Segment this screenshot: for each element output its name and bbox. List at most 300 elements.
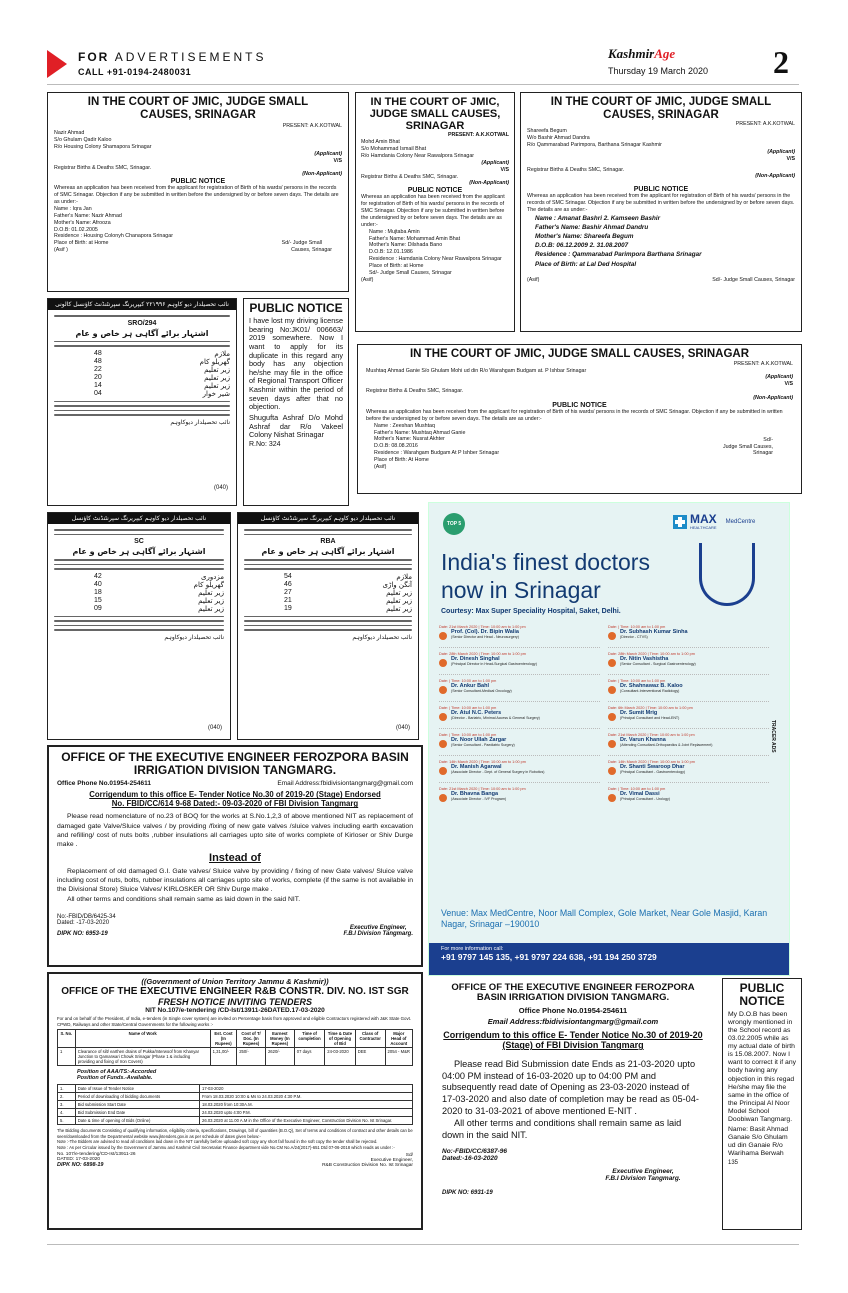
corrigendum-line-1: Corrigendum to this office E- Tender Notice No.30 of 2019-20 (Stage) Endorsed	[89, 790, 381, 800]
max-logo	[673, 513, 755, 530]
urdu-row	[54, 366, 230, 374]
urdu-sro: SRO/294	[127, 319, 157, 327]
doctor-card	[439, 706, 600, 729]
dipk-number: DIPK NO: 6931-19	[442, 1190, 493, 1197]
doctor-date: Date: | Time: 10:00 am to 1:00 pm	[608, 787, 666, 791]
header-for-label	[78, 50, 267, 64]
contact-bar	[429, 943, 789, 975]
sched-item: Bid submission Start Date	[75, 1101, 199, 1109]
occupation: گھریلو کام	[193, 580, 224, 589]
doctor-date: Date: | Time: 10:00 am to 1:00 pm	[439, 733, 497, 737]
rnb-dipk: DIPK NO: 6898-19	[57, 1162, 104, 1169]
ads-word: ADVERTISEMENTS	[114, 50, 267, 64]
corrigendum-body: Please read nomenclature of no.23 of BOQ for the works at S.No.1,2,3 of above mentioned NIT as replacement of damaged gate Valve/Sluice valves / by providing /fixing of new gate valves /sluice valves including earth excavation and refilling/ cost of nuts bolts ,rubber insulations all carriages upto site of works complete of Kirloser or Shiv Durge make .	[57, 813, 413, 848]
col-class: Class of Contractor	[355, 1030, 385, 1048]
asif-label: (Asif )	[54, 247, 68, 254]
age: 42	[94, 572, 102, 580]
doctor-name: Dr. Subhash Kumar Sinha	[620, 629, 688, 635]
urdu-row	[54, 390, 230, 398]
urdu-ref: (040)	[207, 725, 222, 731]
doctor-role: (Principal Consultant and Head-ENT)	[620, 716, 680, 720]
sched-value: 26.03.2020 at 11.00 A.M in the Office of the Executive Engineer, Construction Division No. Ist Srinagar.	[200, 1117, 413, 1125]
ref-number: No:-FBID/DB/6425-34	[57, 913, 116, 920]
sched-value: 17-03-2020	[200, 1085, 413, 1093]
tender-row	[58, 1048, 413, 1066]
paper-name-kashmir: Kashmir	[608, 46, 655, 61]
doctor-avatar	[439, 713, 447, 721]
notice-title: IN THE COURT OF JMIC, JUDGE SMALL CAUSES, SRINAGAR	[550, 96, 772, 121]
doctor-card	[608, 679, 769, 702]
doctor-role: (Attending Consultant-Orthopaedics & Joint Replacement)	[620, 743, 713, 747]
sched-item: Bid Submission End Date	[75, 1109, 199, 1117]
sign-line-1: Sd/- Judge Small	[281, 240, 322, 247]
respondent: Registrar Births & Deaths SMC, Srinagar.	[366, 388, 464, 395]
doctor-card	[608, 733, 769, 756]
sched-item: Date of Issue of Tender Notice	[75, 1085, 199, 1093]
doctor-role: (Associate Director - Dept. of General Surgery in Robotics)	[451, 770, 545, 774]
irrigation-corrigendum-1	[47, 745, 423, 967]
doctor-name: Dr. Manish Agarwal	[451, 764, 502, 770]
doctor-avatar	[608, 659, 616, 667]
header-call: CALL +91-0194-2480031	[78, 67, 192, 77]
rnb-tender-notice	[47, 972, 423, 1230]
doctor-card	[439, 733, 600, 756]
asif-sign-row	[54, 247, 342, 254]
sign-1: Sd/-	[763, 436, 773, 443]
office-phone: Office Phone No.01954-254611	[57, 780, 151, 788]
detail-name: Name : Amanat Bashri 2. Kamseen Bashir	[535, 214, 661, 222]
ad-venue: Venue: Max MedCentre, Noor Mall Complex, Gole Market, Near Gole Masjid, Karan Nagar, Srinagar –190010	[441, 908, 768, 929]
sign-line-2: F.B.I Division Tangmarg.	[605, 1175, 681, 1183]
info-label: For more information call:	[441, 946, 504, 952]
urdu-rows	[54, 350, 230, 398]
doctor-date: Date: 14th March 2020 | Time: 10:00 am to 1:00 pm	[608, 760, 695, 764]
doctor-name: Dr. Sumit Mrig	[620, 710, 658, 716]
detail-father: Father's Name: Bashir Ahmad Dandru	[535, 224, 649, 232]
urdu-footer: نائب تحصیلدار دیوکاوہم	[164, 633, 224, 641]
doctor-role: (Director - Bariatric, Minimal Access & General Surgery)	[451, 716, 540, 720]
age: 04	[94, 389, 102, 397]
applicant-tag: (Applicant)	[767, 148, 795, 155]
age: 40	[94, 580, 102, 588]
sched-no: 4.	[58, 1109, 76, 1117]
urdu-rows	[244, 573, 412, 613]
rnb-title: OFFICE OF THE EXECUTIVE ENGINEER R&B CONSTR. DIV. NO. IST SGR	[61, 986, 409, 997]
age: 20	[94, 373, 102, 381]
dob-public-notice	[722, 978, 802, 1230]
applicant-parent: S/o Ghulam Qadir Kaloo	[54, 137, 112, 144]
notice-title: IN THE COURT OF JMIC, JUDGE SMALL CAUSES, SRINAGAR	[87, 96, 309, 121]
age: 09	[94, 604, 102, 612]
notice-body: Whereas an application has been received from the applicant for registration of Birth of his wards/ persons in the records of SMC Srinagar. Objection if any be submitted in written before the undersigned by or before seven days. The details are as under:-	[54, 185, 339, 206]
max-healthcare-ad	[428, 502, 790, 976]
sign-3: Srinagar	[752, 450, 773, 457]
urdu-sub: SC	[134, 538, 144, 545]
detail-name: Name : Iqra Jan	[54, 205, 92, 212]
age: 18	[94, 588, 102, 596]
details	[527, 214, 795, 269]
urdu-title-bar: نائب تحصیلدار دیو کاوہم ۲۲۱۹۹۶ کیپریرنگ سپرنٹنڈنٹ کاؤنسل کالونی	[48, 299, 236, 310]
for-word: FOR	[78, 50, 110, 64]
urdu-notice-1	[47, 298, 237, 506]
office-phone: Office Phone No.01954-254611	[518, 1005, 628, 1015]
col-sno: S. No.	[58, 1030, 76, 1048]
ref-number: No:-FBID/CC/6387-96	[442, 1148, 508, 1156]
detail-mother: Mother's Name: Dilshada Bano	[369, 242, 443, 249]
sched-no: 2.	[58, 1093, 76, 1101]
detail-residence: Residence : Warahgam Budgam At P Ishber Srinagar	[374, 450, 500, 457]
paper-name-age: Age	[654, 46, 676, 61]
urdu-ref: (040)	[213, 485, 228, 491]
detail-name: Name : Zeeshan Mushtaq	[374, 422, 435, 429]
col-doc: Cost of T/ Doc. (In Rupees)	[237, 1030, 266, 1048]
court-notice-1	[47, 92, 349, 292]
notice-body: Whereas an application has been received from the applicant for registration of Birth of his wards/ persons in the records of SMC Srinagar. Objection if any be submitted in written before the undersigned by or before seven days. The details are as under:-	[366, 408, 783, 422]
footer-rule	[47, 1244, 799, 1245]
doctor-card	[439, 679, 600, 702]
col-emd: Earnest Money (In Rupees)	[265, 1030, 294, 1048]
detail-name: Name : Mujtaba Amin	[369, 228, 420, 235]
sign-line-2: F.B.I Division Tangmarg.	[343, 930, 413, 937]
cell-emd: 2620/-	[265, 1048, 294, 1066]
urdu-rows	[54, 573, 224, 613]
occupation: زیر تعلیم	[386, 596, 412, 605]
doctor-avatar	[439, 659, 447, 667]
doctor-name: Dr. Bhavna Banga	[451, 791, 499, 797]
public-notice-heading: PUBLIC NOTICE	[407, 187, 463, 195]
urdu-notice-2	[47, 512, 231, 740]
schedule-row	[58, 1085, 413, 1093]
detail-father: Father's Name: Nazir Ahmad	[54, 212, 122, 219]
rnb-sign-3: R&B Construction Division No. Ist Srinagar	[322, 1163, 413, 1169]
doctor-date: Date: 28th March 2020 | Time: 10:00 am to 1:00 pm	[608, 652, 695, 656]
col-cost: Est. Cost (In Rupees)	[210, 1030, 237, 1048]
corrigendum-body-2: All other terms and conditions shall remain same as laid down in the said NIT.	[442, 1118, 682, 1141]
schedule-row	[58, 1109, 413, 1117]
occupation: آنگن واڑی	[382, 580, 412, 589]
cell-class: DEE	[355, 1048, 385, 1066]
urdu-row	[244, 589, 412, 597]
non-applicant-tag: (Non-Applicant)	[755, 173, 795, 180]
applicant-block	[527, 128, 795, 149]
doctor-date: Date: | Time: 10:00 am to 1:00 pm	[608, 625, 666, 629]
vs-tag: V/S	[333, 157, 342, 164]
vs-tag: V/S	[784, 381, 793, 388]
details	[54, 206, 342, 240]
urdu-row	[54, 589, 224, 597]
details	[361, 229, 509, 277]
public-notice-heading: PUBLIC NOTICE	[633, 186, 689, 194]
rnb-sign-2: Executive Engineer,	[370, 1158, 413, 1164]
instead-of: Instead of	[209, 852, 261, 865]
urdu-footer: نائب تحصیلدار دیوکاوہم	[352, 633, 412, 641]
doctor-avatar	[439, 794, 447, 802]
detail-residence: Residence : Qammarabad Parimpora Barthana Srinagar	[535, 251, 702, 259]
col-head: Major Head of Account	[385, 1030, 412, 1048]
doctor-role: (Principal Consultant - Gastroenterology)	[620, 770, 686, 774]
notice-title: IN THE COURT OF JMIC, JUDGE SMALL CAUSES, SRINAGAR	[369, 96, 501, 133]
office-email: Email Address:fbidivisiontangmarg@gmail.com	[487, 1016, 659, 1026]
sign-line-1: Executive Engineer,	[349, 924, 407, 931]
urdu-heading: اشتہار برائے آگاہی ہر خاص و عام	[72, 547, 206, 556]
sched-no: 3.	[58, 1101, 76, 1109]
signature	[723, 437, 773, 471]
licence-rno: R.No: 324	[249, 440, 281, 448]
urdu-row	[54, 374, 230, 382]
sign-row	[527, 277, 795, 284]
doctor-name: Dr. Dinesh Singhal	[451, 656, 500, 662]
doctor-card	[439, 652, 600, 675]
paper-logo	[608, 46, 675, 62]
tracer-ads-label: TRACER ADS	[770, 720, 776, 753]
header-rule	[47, 84, 799, 85]
rnb-intro: For and on behalf of the President, of India, e-tenders (in Single cover system) are invited on Percentage basis from approved and eligible Contractors registered with J&K State Govt. CPWD, Railways and other State/Central Governments for the following works :-	[57, 1016, 412, 1027]
age: 21	[284, 596, 292, 604]
cell-opening: 24-03-2020	[325, 1048, 356, 1066]
occupation: زیر تعلیم	[204, 373, 230, 382]
applicant-block	[361, 139, 509, 160]
respondent: Registrar Births & Deaths SMC, Srinagar.	[527, 166, 625, 173]
licence-body: I have lost my driving license bearing No:JK01/ 006663/ 2019 somewhere. Now I want to apply for its duplicate in this regard any body has any objection he/she may file in the office of Regional Transport Officer Kashmir within the period of seven days after that no objection.	[249, 316, 343, 412]
respondent: Registrar Births & Deaths SMC, Srinagar.	[54, 164, 152, 171]
age: 48	[94, 357, 102, 365]
doctor-card	[608, 652, 769, 675]
detail-place: Place of Birth: at Home	[369, 263, 424, 270]
occupation: گھریلو کام	[199, 357, 230, 366]
doctor-role: (Principal Director in Head-Surgical Gastroenterology)	[451, 662, 537, 666]
occupation: زیر تعلیم	[386, 588, 412, 597]
doctor-date: Date: 21st March 2020 | Time: 10:00 am to 1:00 pm	[439, 625, 526, 629]
doctor-card	[608, 625, 769, 648]
ad-headline-2: now in Srinagar	[441, 577, 601, 603]
doctor-avatar	[439, 632, 447, 640]
cell-sno: 1	[58, 1048, 76, 1066]
urdu-title-bar: نائب تحصیلدار دیو کاوہم کیپریرنگ سپرنٹنڈنٹ کاؤنسل	[48, 513, 230, 524]
corrigendum-body-2: Replacement of old damaged G.I. Gate valves/ Sluice valve by providing / fixing of new Gate valves/ Sluice valve including cost of nuts, bolts, rubber insulations all carriages upto site of works, complete (if the same is not available in the Divisional Store) Sluice Valves/ KIRLOSKER OR Shiv Durge make .	[57, 868, 413, 894]
doctor-date: Date: 21st March 2020 | Time: 10:00 am to 1:00 pm	[439, 787, 526, 791]
doctor-avatar	[439, 767, 447, 775]
detail-father: Father's Name: Mushtaq Ahmad Ganie	[374, 429, 466, 436]
office-title-2: IRRIGATION DIVISION TANGMARG.	[133, 763, 337, 778]
non-applicant-tag: (Non-Applicant)	[753, 395, 793, 402]
cell-work: Clearance of silt/ earthen drains of Pukka/Interwoof from Khanyar Junction to Qamarwari Chowk Srinagar (Phase 1 & including providing and fixing of Iron Covers)	[75, 1048, 210, 1066]
applicant-line: Mushtaq Ahmad Ganie S/o Ghulam Mohi ud din R/o Warahgam Budgam at. P Ishbar Srinagar	[366, 367, 587, 374]
doctor-date: Date: 28th March 2020 | Time: 10:00 am to 1:00 pm	[439, 652, 526, 656]
detail-dob: D.O.B: 01.02.2005	[54, 226, 98, 233]
court-notice-2	[355, 92, 515, 332]
occupation: زیر تعلیم	[204, 365, 230, 374]
urdu-row	[54, 581, 224, 589]
doctor-role: (Associate Director - IVF Program)	[451, 797, 507, 801]
asif-label: (Asif)	[527, 276, 540, 283]
applicant-tag: (Applicant)	[314, 150, 342, 157]
present-line: PRESENT: A.K.KOTWAL	[733, 360, 793, 367]
rnb-dated: DATED: 17-03-2020	[57, 1157, 101, 1163]
applicant-address: R/o Housing Colony Shamapora Srinagar	[54, 143, 152, 150]
cell-doc: 250/-	[237, 1048, 266, 1066]
detail-place: Place of Birth: at Lal Ded Hospital	[535, 260, 637, 268]
corrigendum-line-2: No. FBID/CC/614 9-68 Dated:- 09-03-2020 of FBI Division Tangmarg	[111, 799, 359, 809]
doctor-avatar	[608, 713, 616, 721]
licence-heading: PUBLIC NOTICE	[249, 301, 343, 315]
urdu-row	[244, 581, 412, 589]
rnb-no: No. 107/e-tendering/CD-Ist/13911-26	[57, 1152, 136, 1158]
notice-body: Whereas an application has been received from the applicant for registration of Birth of his wards/ persons in the records of SMC Srinagar. Objection if any be submitted in written before the undersigned by or before seven days. The details are as under:-	[361, 194, 505, 228]
occupation: مزدوری	[201, 572, 224, 581]
sched-no: 1.	[58, 1085, 76, 1093]
detail-place: Place of Birth: at Home	[54, 240, 109, 247]
doctor-date: Date: 6th March 2020 | Time: 10:00 am to 1:00 pm	[608, 706, 693, 710]
doctor-card	[608, 787, 769, 809]
urdu-row	[54, 382, 230, 390]
applicant-parent: S/o Mohammad Ismail Bhat	[361, 146, 427, 153]
applicant-name: Shareefa Begum	[527, 128, 567, 135]
max-cross-icon	[673, 515, 687, 529]
respondent: Registrar Births & Deaths SMC, Srinagar.	[361, 173, 459, 180]
tender-header-row	[58, 1030, 413, 1048]
vs-tag: V/S	[786, 155, 795, 162]
ref-date: Dated:-16-03-2020	[442, 1155, 498, 1163]
sign-2: Judge Small Causes,	[722, 443, 773, 450]
office-title-1: OFFICE OF THE EXECUTIVE ENGINEER FEROZPORA BASIN	[61, 750, 409, 764]
max-logo-text: MAX	[690, 512, 717, 526]
col-time: Time of completion	[294, 1030, 324, 1048]
age: 27	[284, 588, 292, 596]
irrigation-corrigendum-2	[432, 978, 714, 1234]
present-line: PRESENT: A.K.KOTWAL	[282, 123, 342, 130]
detail-mother: Mother's Name: Afrooza	[54, 219, 111, 226]
doctor-date: Date: 14th March 2020 | Time: 10:00 am to 1:00 pm	[439, 760, 526, 764]
asif-label: (Asif)	[361, 276, 374, 283]
present-line: PRESENT: A.K.KOTWAL	[735, 121, 795, 128]
doctor-name: Dr. Shanti Swaroop Dhar	[620, 764, 685, 770]
applicant-name: Nazir Ahmad	[54, 130, 85, 137]
public-notice-heading: PUBLIC NOTICE	[552, 401, 607, 409]
schedule-table	[57, 1084, 413, 1125]
doctor-role: (Director - CTVS)	[620, 635, 648, 639]
public-notice-heading: PUBLIC NOTICE	[170, 178, 226, 186]
doctor-avatar	[608, 740, 616, 748]
dob-ref: 135	[728, 1159, 739, 1166]
ref-date: Dated: -17-03-2020	[57, 919, 110, 926]
notice-body: Whereas an application has been received from the applicant for registration of Birth of his wards/ persons in the records of SMC Srinagar. Objection if any be submitted in written before the undersigned by or before seven days. The details are as under:-	[527, 193, 795, 214]
dob-name: Name: Basit Ahmad Ganaie S/o Ghulam ud din Ganaie R/o Warihama Berwah	[728, 1125, 789, 1157]
doctor-card	[608, 706, 769, 729]
occupation: زیر تعلیم	[198, 596, 224, 605]
header-arrow	[47, 50, 67, 78]
doctor-role: (Senior Consultant-Medical Oncology)	[451, 689, 512, 693]
non-applicant-tag: (Non-Applicant)	[302, 171, 342, 178]
urdu-heading: اشتہار برائے آگاہی ہر خاص و عام	[261, 547, 395, 556]
detail-place: Place of Birth: At Home	[374, 457, 429, 464]
nit-number: NIT No.107/e-tendering /CD-Ist/13911-26DATED.17-03-2020	[145, 1007, 325, 1014]
detail-residence: Residence : Hamdania Colony Near Rawalpora Srinagar	[369, 256, 502, 263]
court-notice-3	[520, 92, 802, 332]
office-email: Email Address:fbidivisiontangmarg@gmail.com	[277, 780, 413, 788]
schedule-row	[58, 1117, 413, 1125]
court-notice-4	[357, 344, 802, 494]
sign-line-1: Executive Engineer,	[612, 1168, 674, 1176]
urdu-footer: نائب تحصیلدار دیوکاوہم	[170, 418, 230, 426]
doctor-card	[608, 760, 769, 783]
doctor-card	[439, 625, 600, 648]
applicant-tag: (Applicant)	[481, 159, 509, 166]
doctor-role: (Principal Consultant - Urology)	[620, 797, 670, 801]
doctor-grid	[439, 625, 769, 809]
detail-mother: Mother's Name: Nusrat Akhter	[374, 436, 445, 443]
present-line: PRESENT: A.K.KOTWAL	[447, 132, 509, 139]
badge-label: TOP 5	[446, 521, 462, 527]
corrigendum-body: Please read Bid Submission date Ends as 21-03-2020 upto 04:00 PM instead of 16-03-2020 up to 04:00 PM and subsequently read date of Opening as 23-03-2020 instead of 17-03-2020 and also date of completion may be read as 05-04-2020 to 31-03-2021 of above mentioned E-NIT .	[442, 1058, 699, 1117]
urdu-row	[54, 597, 224, 605]
rnb-footer-1: The Bidding documents Consisting of qualifying information, eligibility criteria, specifications, Drawings, bill of quantities (B.O.Q), Set of terms and conditions of contract and other details can be seen/downloaded from the Departmental website www.jktenders.gov.in as per schedule of dates given below:-	[57, 1128, 413, 1139]
age: 19	[284, 604, 292, 612]
doctor-role: (Senior Consultant - Paediatric Surgery)	[451, 743, 515, 747]
applicant-block	[54, 130, 342, 151]
doctor-role: (Senior Director and Head - Neurosurgery)	[451, 635, 519, 639]
place-sign-row	[54, 240, 342, 247]
col-opening: Time & Date of Opening of Bid	[325, 1030, 356, 1048]
doctor-avatar	[439, 740, 447, 748]
applicant-tag: (Applicant)	[765, 374, 793, 381]
occupation: زیر تعلیم	[198, 604, 224, 613]
doctor-card	[439, 760, 600, 783]
ad-courtesy: Courtesy: Max Super Speciality Hospital, Saket, Delhi.	[441, 608, 621, 615]
col-work: Name of Work	[75, 1030, 210, 1048]
notice-title: IN THE COURT OF JMIC, JUDGE SMALL CAUSES, SRINAGAR	[409, 348, 750, 360]
cell-head: 2054 - M&R	[385, 1048, 412, 1066]
cell-time: 07 days	[294, 1048, 324, 1066]
doctor-date: Date: 21st March 2020 | Time: 10:00 am to 1:00 pm	[608, 733, 695, 737]
top5-badge	[443, 513, 465, 535]
details	[366, 423, 499, 471]
doctor-avatar	[608, 686, 616, 694]
doctor-avatar	[608, 632, 616, 640]
rnb-footer-2: Note :-The Bidders are advised to read all conditions laid down in the NIT carefully before uploaded soft copy any short fall found in the soft copy the tender shall be rejected.	[57, 1139, 378, 1145]
doctor-name: Dr. Nitin Vashistha	[620, 656, 669, 662]
position-funds: Position of Funds.-Available.	[77, 1075, 153, 1082]
age: 22	[94, 365, 102, 373]
detail-dob: D.O.B: 06.12.2009 2. 31.08.2007	[535, 242, 629, 250]
applicant-parent: W/o Bashir Ahmad Dandra	[527, 135, 590, 142]
urdu-notice-3	[237, 512, 419, 740]
sign-block	[582, 1168, 704, 1182]
urdu-sub: RBA	[320, 538, 336, 545]
sign-line: Sd/- Judge Small Causes, Srinagar	[369, 269, 452, 276]
dob-body: My D.O.B has been wrongly mentioned in the School record as 03.02.2005 while as my actual date of birth is 15.08.2007. Now I want to correct it if any body having any objection in this regad He/she may file the same in the office of the Principal Al Noor Model School Doobiwan Tangmarg.	[728, 1011, 796, 1123]
sign-line-2: Causes, Srinagar	[291, 247, 332, 254]
occupation: شیر خوار	[202, 389, 230, 398]
occupation: زیر تعلیم	[204, 381, 230, 390]
applicant-address: R/o Hamdania Colony Near Rawalpora Srinagar	[361, 152, 475, 159]
vs-tag: V/S	[500, 166, 509, 173]
doctor-role: (Consultant-Interventional Radiology)	[620, 689, 680, 693]
licence-name: Shugufta Ashraf D/o Mohd Ashraf dar R/o Vakeel Colony Nishat Srinagar	[249, 412, 343, 440]
urdu-row	[244, 573, 412, 581]
schedule-row	[58, 1093, 413, 1101]
corrigendum-body-3: All other terms and conditions shall remain same as laid down in the said NIT.	[67, 895, 301, 903]
doctor-card	[439, 787, 600, 809]
office-title: OFFICE OF THE EXECUTIVE ENGINEER FEROZPORA BASIN IRRIGATION DIVISION TANGMARG.	[451, 982, 695, 1004]
max-logo-sub: HEALTHCARE	[690, 525, 717, 530]
sched-value: From 18.03.2020 10:00 & Ms to 24.03.2020 4:30 P.M.	[200, 1093, 413, 1101]
doctor-avatar	[608, 794, 616, 802]
urdu-row	[244, 597, 412, 605]
age: 14	[94, 381, 102, 389]
doctor-name: Prof. (Col). Dr. Bipin Walia	[451, 629, 519, 635]
sched-item: Date & time of opening of Bids (Online)	[75, 1117, 199, 1125]
doctor-avatar	[608, 767, 616, 775]
